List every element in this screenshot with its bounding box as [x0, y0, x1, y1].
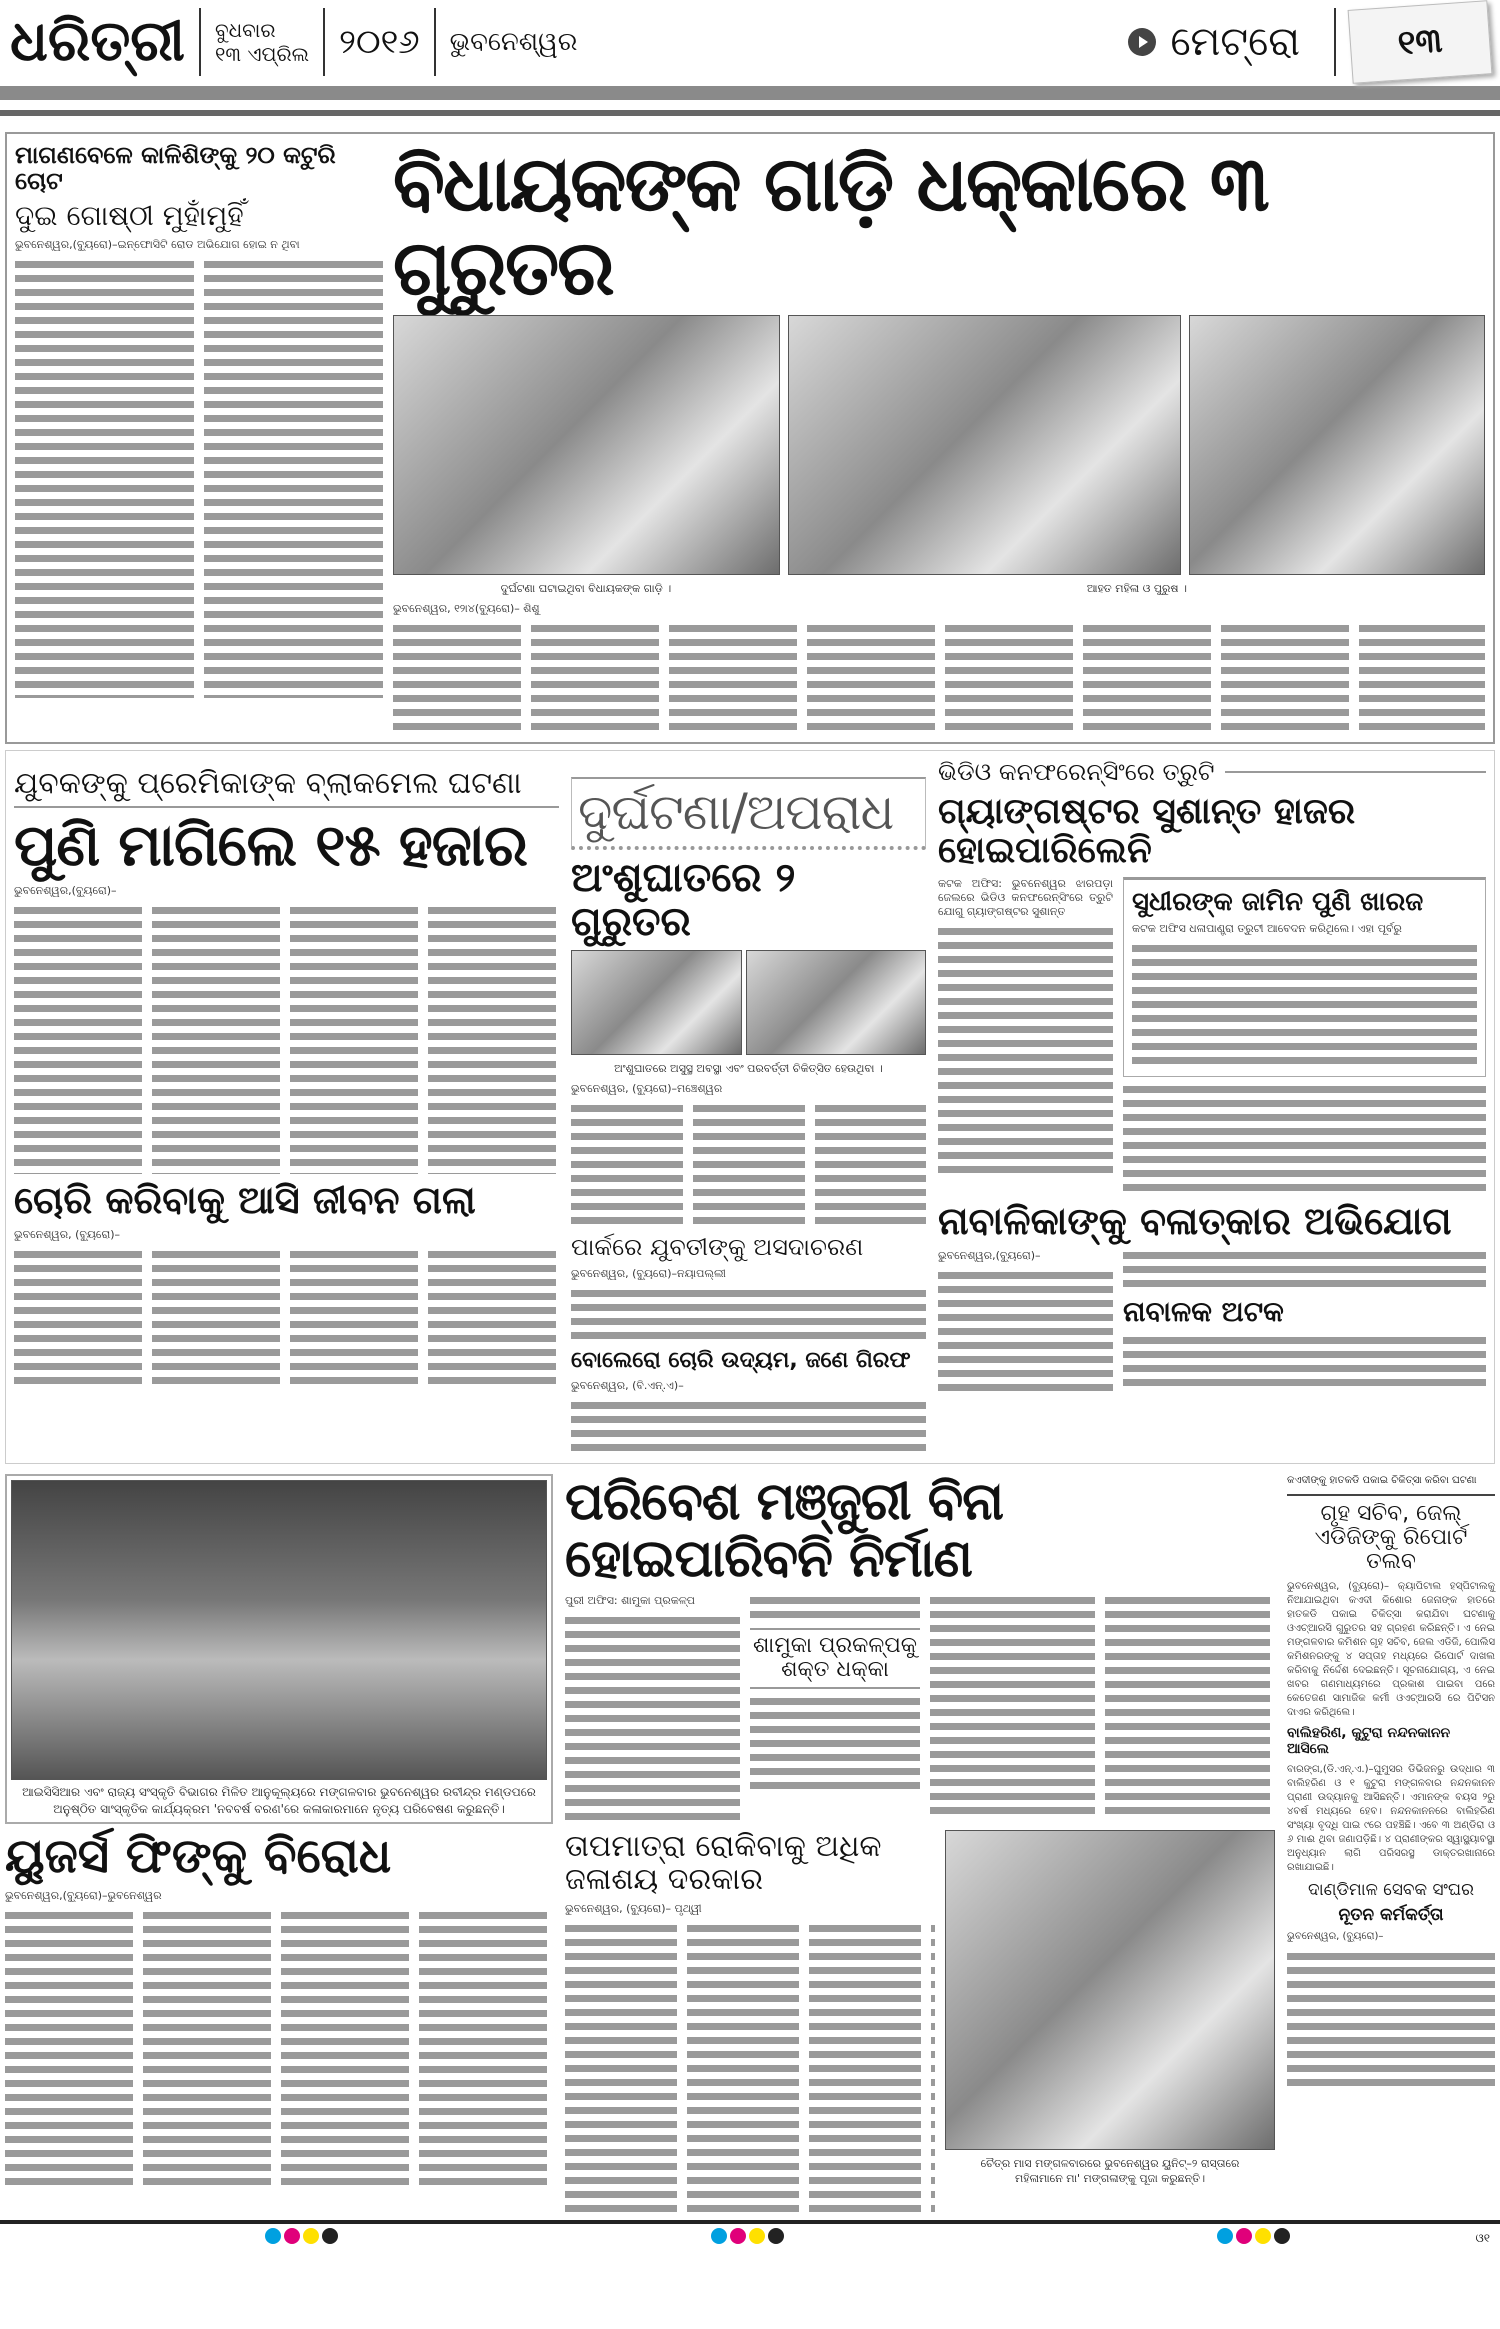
env-headline: ପରିବେଶ ମଞ୍ଜୁରୀ ବିନା ହୋଇପାରିବନି ନିର୍ମାଣ	[565, 1471, 1004, 1589]
weekday: ବୁଧବାର	[214, 18, 276, 42]
minor-body	[1123, 1334, 1486, 1390]
prison-kicker: କଏଦୀଙ୍କୁ ହାତକଡି ପକାଇ ଚିକିତ୍ସା କରିବା ଘଟଣା	[1287, 1474, 1495, 1496]
deer-body: ବାରଙ୍ଗ,(ଡି.ଏନ୍.ଏ.)–ଘୁମୁସର ଡିଭିଜନରୁ ଉଦ୍ଧାର ୩ ବାଲିହରିଣ ଓ ୧ କୁଟୁରା ମଙ୍ଗଳବାର ନନ୍ଦନକାନନ ପ୍ରାଣୀ ଉଦ୍ୟାନକୁ ଆସିଛନ୍ତି। ଏମାନଙ୍କ ବୟସ ୨ରୁ ୪ବର୍ଷ ମଧ୍ୟରେ ହେବ। ନନ୍ଦନକାନନରେ ବାଲିହରିଣ ସଂଖ୍ୟା ବୃଦ୍ଧି ପାଇ ୯ରେ ପହଞ୍ଚିଛି। ଏବେ ୩ ଅଣ୍ଡିରା ଓ ୬ ମାଈ ଥିବା ଜଣାପଡ଼ିଛି। ୪ ପ୍ରାଣୀଙ୍କର ସ୍ୱାସ୍ଥ୍ୟାବସ୍ଥା ଅନୁଧ୍ୟାନ ଲାଗି ପରିସରସ୍ଥ ଡାକ୍ତରଖାନାରେ ରଖାଯାଇଛି।	[1287, 1764, 1495, 1874]
temp-headline: ତାପମାତ୍ରା ରୋକିବାକୁ ଅଧିକ ଜଳାଶୟ ଦରକାର	[565, 1829, 882, 1898]
gangster-headline: ଗ୍ୟାଙ୍ଗଷ୍ଟର ସୁଶାନ୍ତ ହାଜର ହୋଇପାରିଲେନି	[938, 790, 1356, 872]
header-line	[0, 110, 1500, 116]
main-story-dateline: ଭୁବନେଶ୍ୱର, ୧୨ା୪(ବ୍ୟୁରୋ)– ଶିଶୁ	[393, 602, 540, 616]
section-name: ମେଟ୍ରୋ	[1170, 19, 1300, 65]
car-photo-caption: ଦୁର୍ଘଟଣା ଘଟାଇଥିବା ବିଧାୟକଙ୍କ ଗାଡ଼ି ।	[500, 582, 672, 596]
left-story-dateline: ଭୁବନେଶ୍ୱର,(ବ୍ୟୁରୋ)–ଇନ୍‌ଫୋସିଟି ରୋଡ ଅଭିଯୋଗ ହୋଇ ନ ଥିବା	[15, 237, 300, 251]
gangster-dateline: କଟକ ଅଫିସ: ଭୁବନେଶ୍ୱର ଝାରପଡ଼ା ଜେଲରେ ଭିଡିଓ କନଫରେନ୍ସିଂରେ ତ୍ରୁଟି ଯୋଗୁ ଗ୍ୟାଙ୍ଗଷ୍ଟର ସୁଶାନ୍ତ	[938, 876, 1113, 918]
gangster-body	[938, 925, 1113, 1175]
bail-body	[1132, 942, 1477, 1068]
section-box	[571, 777, 926, 850]
date: ୧୩ ଏପ୍ରିଲ	[214, 42, 310, 66]
footer-page-code: ଓ୧	[1475, 2230, 1490, 2245]
page-number: ୧୩	[1396, 20, 1444, 64]
registration-marks	[711, 2228, 787, 2248]
date-block	[215, 18, 309, 66]
users-body	[5, 1909, 553, 2189]
sunstroke-photo	[746, 950, 926, 1055]
divider	[199, 8, 201, 76]
main-story-body	[393, 622, 1485, 734]
left-story-headline: ଦୁଇ ଗୋଷ୍ଠୀ ମୁହାଁମୁହିଁ	[15, 198, 244, 232]
sunstroke-caption: ଅଂଶୁଘାତରେ ଅସୁସ୍ଥ ଅବସ୍ଥା ଏବଂ ପରବର୍ତ୍ତୀ ଚିକିତ୍ସିତ ହେଉଥିବା ।	[614, 1062, 883, 1076]
theft-body	[14, 1248, 559, 1388]
puja-caption-line: ଚୈତ୍ର ମାସ ମଙ୍ଗଳବାରରେ ଭୁବନେଶ୍ୱର ୟୁନିଟ୍–୨ ରାସ୍ତାରେ	[980, 2157, 1240, 2171]
shamuka-box-line: ଶାମୁକା ପ୍ରକଳ୍ପକୁ	[752, 1633, 918, 1659]
blackmail-dateline: ଭୁବନେଶ୍ୱର,(ବ୍ୟୁରୋ)–	[14, 883, 117, 897]
year: ୨୦୧୬	[339, 22, 420, 62]
divider	[323, 8, 325, 76]
footer	[0, 2224, 1500, 2252]
header-bar	[0, 86, 1500, 100]
bail-headline: ସୁଧୀରଙ୍କ ଜାମିନ ପୁଣି ଖାରଜ	[1132, 886, 1424, 917]
top-story-box	[5, 132, 1495, 744]
bail-dateline: କଟକ ଅଫିସ ଧଳାପାଣ୍ଡ୍ରା ତ୍ରୁଟୀ ଆବେଦନ କରିଥିଲେ। ଏହା ପୂର୍ବରୁ	[1132, 922, 1402, 936]
sunstroke-dateline: ଭୁବନେଶ୍ୱର, (ବ୍ୟୁରୋ)–ମଞ୍ଚେଶ୍ୱର	[571, 1082, 723, 1096]
users-headline: ୟୁଜର୍ସ ଫିଙ୍କୁ ବିରୋଧ	[5, 1827, 392, 1884]
crime-section-frame	[5, 750, 1495, 1464]
env-body	[930, 1594, 1275, 1818]
park-dateline: ଭୁବନେଶ୍ୱର, (ବ୍ୟୁରୋ)–ନୟାପଲ୍ଲୀ	[571, 1266, 726, 1280]
registration-marks	[1217, 2228, 1293, 2248]
shamuka-box-line: ଶକ୍ତ ଧକ୍କା	[781, 1657, 889, 1683]
puja-caption-line: ମହିଳାମାନେ ମା' ମଙ୍ଗଳାଙ୍କୁ ପୂଜା କରୁଛନ୍ତି।	[1014, 2172, 1206, 2186]
env-body	[750, 1695, 920, 1793]
sevak-body	[1287, 1950, 1495, 2090]
rape-headline: ନାବାଳିକାଙ୍କୁ ବଳାତ୍କାର ଅଭିଯୋଗ	[938, 1199, 1452, 1244]
sevak-headline: ଦାଣ୍ଡିମାଳ ସେବକ ସଂଘର	[1308, 1880, 1474, 1901]
left-story-kicker: ମାଗଣବେଳେ କାଳିଶିଙ୍କୁ ୨୦ କଟୁରି ଚୋଟ	[15, 141, 336, 196]
theft-dateline: ଭୁବନେଶ୍ୱର, (ବ୍ୟୁରୋ)–	[14, 1227, 120, 1241]
left-story-body	[15, 258, 194, 698]
city: ଭୁବନେଶ୍ୱର	[449, 26, 578, 57]
divider	[1225, 771, 1487, 773]
rape-body	[1123, 1249, 1486, 1291]
play-icon	[1128, 28, 1156, 56]
registration-marks	[265, 2228, 341, 2248]
injured-photo-caption: ଆହତ ମହିଳା ଓ ପୁରୁଷ ।	[1086, 582, 1187, 596]
sunstroke-body	[571, 1102, 926, 1228]
bolero-body	[571, 1399, 926, 1455]
divider	[1334, 8, 1336, 76]
newspaper-logo: ଧରିତ୍ରୀ	[10, 9, 185, 75]
env-dateline: ପୁରୀ ଅଫିସ: ଶାମୁକା ପ୍ରକଳ୍ପ	[565, 1594, 695, 1608]
blackmail-body	[14, 904, 559, 1174]
main-headline: ବିଧାୟକଙ୍କ ଗାଡ଼ି ଧକ୍କାରେ ୩ ଗୁରୁତର	[393, 139, 1268, 312]
bottom-section	[5, 1471, 1495, 2212]
temp-body	[565, 1922, 935, 2212]
gangster-body-continued	[1123, 1083, 1486, 1195]
dance-photo	[11, 1480, 547, 1780]
bail-box	[1123, 877, 1486, 1078]
dance-caption	[11, 1784, 547, 1818]
prison-headline: ଗୃହ ସଚିବ, ଜେଲ୍ ଏଡିଜିଙ୍କୁ ରିପୋର୍ଟ ତଲବ	[1314, 1500, 1468, 1575]
shamuka-box	[750, 1628, 920, 1688]
dance-caption-line: ଅନୁଷ୍ଠିତ ସାଂସ୍କୃତିକ କାର୍ଯ୍ୟକ୍ରମ 'ନବବର୍ଷ ବରଣ'ରେ କଳାକାରମାନେ ନୃତ୍ୟ ପରିବେଷଣ କରୁଛନ୍ତି।	[53, 1801, 505, 1816]
puja-photo	[945, 1830, 1275, 2150]
deer-headline: ବାଲିହରିଣ, କୁଟୁରା ନନ୍ଦନକାନନ ଆସିଲେ	[1287, 1725, 1451, 1757]
car-photo	[393, 315, 780, 575]
minor-headline: ନାବାଳକ ଅଟକ	[1123, 1295, 1284, 1329]
divider	[14, 806, 559, 808]
puja-caption	[945, 2156, 1275, 2186]
left-story-body	[204, 258, 383, 698]
users-dateline: ଭୁବନେଶ୍ୱର,(ବ୍ୟୁରୋ)–ଭୁବନେଶ୍ୱର	[5, 1888, 162, 1902]
rape-dateline: ଭୁବନେଶ୍ୱର,(ବ୍ୟୁରୋ)–	[938, 1249, 1041, 1263]
section-title: ଦୁର୍ଘଟଣା/ଅପରାଧ	[578, 783, 894, 842]
page-tab	[1348, 0, 1493, 84]
dance-photo-frame	[5, 1474, 553, 1824]
divider	[434, 8, 436, 76]
injured-photo	[788, 315, 1182, 575]
prison-body: ଭୁବନେଶ୍ୱର, (ବ୍ୟୁରୋ)– କ୍ୟାପିଟାଲ ହସ୍ପିଟାଲକୁ ନିଆଯାଇଥିବା କଏଦୀ କିଶୋର ଜେନାଙ୍କ ହାତରେ ହାତକଡି ପକାଇ ଚିକିତ୍ସା କରାଯିବା ଘଟଣାକୁ ଓଏଚ୍‌ଆରସି ଗୁରୁତର ସହ ଗ୍ରହଣ କରିଛନ୍ତି। ଏ ନେଇ ମଙ୍ଗଳବାର କମିଶନ ଗୃହ ସଚିବ, ଜେଲ ଏଡିଜି, ପୋଲିସ କମିଶନରଙ୍କୁ ୪ ସପ୍ତାହ ମଧ୍ୟରେ ରିପୋର୍ଟ ଦାଖଲ କରିବାକୁ ନିର୍ଦ୍ଦେଶ ଦେଇଛନ୍ତି। ସୂଚନାଯୋଗ୍ୟ, ଏ ନେଇ ଖବର ଗଣମାଧ୍ୟମରେ ପ୍ରକାଶ ପାଇବା ପରେ କେତେଜଣ ସାମାଜିକ କର୍ମୀ ଓଏଚ୍‌ଆରସି ରେ ପିଟିସନ ଦାଏର କରିଥିଲେ।	[1287, 1581, 1495, 1719]
masthead	[0, 0, 1500, 84]
theft-headline: ଚୋରି କରିବାକୁ ଆସି ଜୀବନ ଗଲା	[14, 1177, 476, 1222]
env-body	[750, 1594, 920, 1622]
park-headline: ପାର୍କରେ ଯୁବତୀଙ୍କୁ ଅସଦାଚରଣ	[571, 1233, 864, 1262]
sunstroke-headline: ଅଂଶୁଘାତରେ ୨ ଗୁରୁତର	[571, 855, 796, 946]
bolero-dateline: ଭୁବନେଶ୍ୱର, (ବି.ଏନ୍.ଏ)–	[571, 1378, 684, 1392]
bolero-headline: ବୋଲେରୋ ଚୋରି ଉଦ୍ୟମ, ଜଣେ ଗିରଫ	[571, 1347, 911, 1373]
blackmail-headline: ପୁଣି ମାଗିଲେ ୧୫ ହଜାର	[14, 811, 527, 880]
park-body	[571, 1287, 926, 1343]
sevak-dateline: ଭୁବନେଶ୍ୱର, (ବ୍ୟୁରୋ)–	[1287, 1931, 1384, 1943]
blackmail-kicker: ଯୁବକଙ୍କୁ ପ୍ରେମିକାଙ୍କ ବ୍ଲାକମେଲ ଘଟଣା	[14, 766, 522, 802]
gangster-kicker: ଭିଡିଓ କନଫରେନ୍ସିଂରେ ତ୍ରୁଟି	[938, 758, 1215, 787]
sevak-headline-2: ନୂତନ କର୍ମକର୍ତ୍ତା	[1338, 1904, 1444, 1925]
injured-photo	[1189, 315, 1485, 575]
dance-caption-line: ଆଇସିସିଆର ଏବଂ ରାଜ୍ୟ ସଂସ୍କୃତି ବିଭାଗର ମିଳିତ ଆନୁକୂଲ୍ୟରେ ମଙ୍ଗଳବାର ଭୁବନେଶ୍ୱର ରବୀନ୍ଦ୍ର ମଣ୍ଡପରେ	[22, 1784, 536, 1799]
sunstroke-photo	[571, 950, 742, 1055]
temp-dateline: ଭୁବନେଶ୍ୱର, (ବ୍ୟୁରୋ)– ପୃଥ୍ୱୀ	[565, 1902, 702, 1916]
env-body	[565, 1614, 740, 1824]
rape-body	[938, 1269, 1113, 1395]
